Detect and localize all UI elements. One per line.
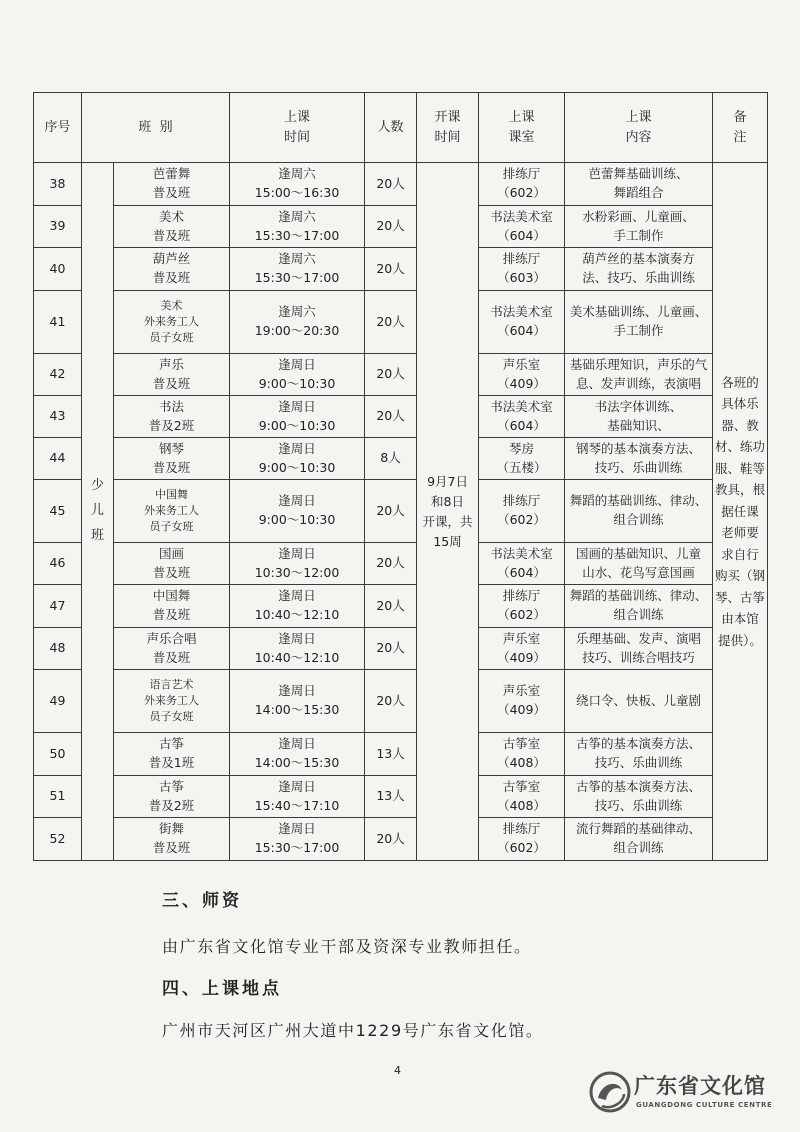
row-number: 48 — [34, 628, 82, 670]
row-number: 45 — [34, 480, 82, 543]
table-row — [34, 354, 768, 396]
class-time-cell: 逢周日 15:30～17:00 — [230, 818, 365, 861]
class-name-cell: 芭蕾舞 普及班 — [114, 163, 230, 206]
class-time-cell: 逢周日 14:00～15:30 — [230, 670, 365, 733]
header-no: 序号 — [34, 93, 82, 163]
class-content-cell: 绕口令、快板、儿童剧 — [565, 670, 713, 733]
class-name-cell: 钢琴 普及班 — [114, 438, 230, 480]
class-room-cell: 排练厅 （602） — [479, 480, 565, 543]
class-name-cell: 中国舞 普及班 — [114, 585, 230, 628]
class-name-cell: 声乐合唱 普及班 — [114, 628, 230, 670]
class-count-cell: 20人 — [365, 206, 417, 248]
table-row — [34, 818, 768, 861]
row-number: 49 — [34, 670, 82, 733]
swirl-logo-icon — [588, 1066, 632, 1118]
class-count-cell: 20人 — [365, 163, 417, 206]
culture-centre-logo — [588, 1066, 788, 1122]
class-room-cell: 声乐室 （409） — [479, 670, 565, 733]
class-content-cell: 基础乐理知识，声乐的气 息、发声训练，表演唱 — [565, 354, 713, 396]
header-content: 上课 内容 — [565, 93, 713, 163]
class-name-cell: 美术 外来务工人 员子女班 — [114, 291, 230, 354]
section-4-text: 广州市天河区广州大道中1229号广东省文化馆。 — [162, 1021, 544, 1040]
table-header-row — [34, 93, 768, 163]
class-time-cell: 逢周日 10:40～12:10 — [230, 585, 365, 628]
class-room-cell: 声乐室 （409） — [479, 628, 565, 670]
class-count-cell: 20人 — [365, 543, 417, 585]
section-3-text: 由广东省文化馆专业干部及资深专业教师担任。 — [162, 937, 532, 956]
class-content-cell: 书法字体训练、 基础知识、 — [565, 396, 713, 438]
row-number: 47 — [34, 585, 82, 628]
class-room-cell: 书法美术室 （604） — [479, 291, 565, 354]
class-time-cell: 逢周日 14:00～15:30 — [230, 733, 365, 776]
class-content-cell: 钢琴的基本演奏方法、 技巧、乐曲训练 — [565, 438, 713, 480]
class-schedule-table — [33, 92, 768, 861]
class-time-cell: 逢周六 19:00～20:30 — [230, 291, 365, 354]
class-content-cell: 美术基础训练、儿童画、 手工制作 — [565, 291, 713, 354]
class-name-cell: 国画 普及班 — [114, 543, 230, 585]
header-note: 备 注 — [713, 93, 768, 163]
table-row — [34, 206, 768, 248]
class-count-cell: 8人 — [365, 438, 417, 480]
class-room-cell: 排练厅 （602） — [479, 163, 565, 206]
row-number: 44 — [34, 438, 82, 480]
row-number: 41 — [34, 291, 82, 354]
class-count-cell: 20人 — [365, 818, 417, 861]
section-4-title: 四、上课地点 — [162, 979, 282, 999]
class-content-cell: 国画的基础知识、儿童 山水、花鸟写意国画 — [565, 543, 713, 585]
class-count-cell: 20人 — [365, 354, 417, 396]
class-time-cell: 逢周日 9:00～10:30 — [230, 396, 365, 438]
logo-english-name: GUANGDONG CULTURE CENTRE — [636, 1101, 773, 1109]
class-count-cell: 20人 — [365, 291, 417, 354]
class-time-cell: 逢周六 15:30～17:00 — [230, 206, 365, 248]
class-room-cell: 排练厅 （602） — [479, 585, 565, 628]
row-number: 40 — [34, 248, 82, 291]
table-row — [34, 543, 768, 585]
class-content-cell: 乐理基础、发声、演唱 技巧、训练合唱技巧 — [565, 628, 713, 670]
row-number: 51 — [34, 776, 82, 818]
class-room-cell: 琴房 （五楼） — [479, 438, 565, 480]
class-content-cell: 葫芦丝的基本演奏方 法、技巧、乐曲训练 — [565, 248, 713, 291]
class-content-cell: 舞蹈的基础训练、律动、 组合训练 — [565, 480, 713, 543]
table-row — [34, 248, 768, 291]
class-content-cell: 流行舞蹈的基础律动、 组合训练 — [565, 818, 713, 861]
row-number: 38 — [34, 163, 82, 206]
class-name-cell: 古筝 普及1班 — [114, 733, 230, 776]
class-time-cell: 逢周六 15:00～16:30 — [230, 163, 365, 206]
class-room-cell: 书法美术室 （604） — [479, 396, 565, 438]
header-class: 班 别 — [82, 93, 230, 163]
class-count-cell: 20人 — [365, 585, 417, 628]
table-row — [34, 776, 768, 818]
class-room-cell: 声乐室 （409） — [479, 354, 565, 396]
table-row — [34, 585, 768, 628]
section-3-title: 三、师资 — [162, 891, 242, 911]
page-number: 4 — [394, 1064, 401, 1077]
class-content-cell: 芭蕾舞基础训练、 舞蹈组合 — [565, 163, 713, 206]
table-row — [34, 163, 768, 206]
class-room-cell: 排练厅 （602） — [479, 818, 565, 861]
group-label-cell: 少 儿 班 — [82, 163, 114, 861]
table-row — [34, 670, 768, 733]
row-number: 42 — [34, 354, 82, 396]
class-time-cell: 逢周日 9:00～10:30 — [230, 438, 365, 480]
class-time-cell: 逢周日 9:00～10:30 — [230, 354, 365, 396]
class-name-cell: 中国舞 外来务工人 员子女班 — [114, 480, 230, 543]
class-content-cell: 水粉彩画、儿童画、 手工制作 — [565, 206, 713, 248]
row-number: 50 — [34, 733, 82, 776]
class-count-cell: 20人 — [365, 248, 417, 291]
class-room-cell: 古筝室 （408） — [479, 776, 565, 818]
header-start: 开课 时间 — [417, 93, 479, 163]
start-time-cell: 9月7日 和8日 开课，共 15周 — [417, 163, 479, 861]
class-time-cell: 逢周日 15:40～17:10 — [230, 776, 365, 818]
class-room-cell: 书法美术室 （604） — [479, 543, 565, 585]
class-name-cell: 语言艺术 外来务工人 员子女班 — [114, 670, 230, 733]
class-content-cell: 舞蹈的基础训练、律动、 组合训练 — [565, 585, 713, 628]
table-row — [34, 628, 768, 670]
note-cell: 各班的 具体乐 器、教 材、练功 服、鞋等 教具，根 据任课 老师要 求自行 购买（钢 琴、古筝 由本馆 提供）。 — [713, 163, 768, 861]
class-time-cell: 逢周六 15:30～17:00 — [230, 248, 365, 291]
class-count-cell: 20人 — [365, 670, 417, 733]
class-name-cell: 声乐 普及班 — [114, 354, 230, 396]
class-time-cell: 逢周日 9:00～10:30 — [230, 480, 365, 543]
table-row — [34, 438, 768, 480]
class-time-cell: 逢周日 10:40～12:10 — [230, 628, 365, 670]
row-number: 46 — [34, 543, 82, 585]
table-row — [34, 480, 768, 543]
class-name-cell: 美术 普及班 — [114, 206, 230, 248]
class-room-cell: 书法美术室 （604） — [479, 206, 565, 248]
class-name-cell: 街舞 普及班 — [114, 818, 230, 861]
class-name-cell: 古筝 普及2班 — [114, 776, 230, 818]
class-count-cell: 20人 — [365, 480, 417, 543]
logo-chinese-name: 广东省文化馆 — [634, 1074, 766, 1098]
class-time-cell: 逢周日 10:30～12:00 — [230, 543, 365, 585]
header-time: 上课 时间 — [230, 93, 365, 163]
row-number: 39 — [34, 206, 82, 248]
table-row — [34, 396, 768, 438]
class-room-cell: 排练厅 （603） — [479, 248, 565, 291]
class-count-cell: 13人 — [365, 776, 417, 818]
row-number: 43 — [34, 396, 82, 438]
header-count: 人数 — [365, 93, 417, 163]
class-name-cell: 葫芦丝 普及班 — [114, 248, 230, 291]
row-number: 52 — [34, 818, 82, 861]
class-room-cell: 古筝室 （408） — [479, 733, 565, 776]
class-name-cell: 书法 普及2班 — [114, 396, 230, 438]
class-count-cell: 13人 — [365, 733, 417, 776]
class-content-cell: 古筝的基本演奏方法、 技巧、乐曲训练 — [565, 776, 713, 818]
class-content-cell: 古筝的基本演奏方法、 技巧、乐曲训练 — [565, 733, 713, 776]
header-room: 上课 课室 — [479, 93, 565, 163]
table-row — [34, 733, 768, 776]
class-count-cell: 20人 — [365, 396, 417, 438]
table-row — [34, 291, 768, 354]
class-count-cell: 20人 — [365, 628, 417, 670]
